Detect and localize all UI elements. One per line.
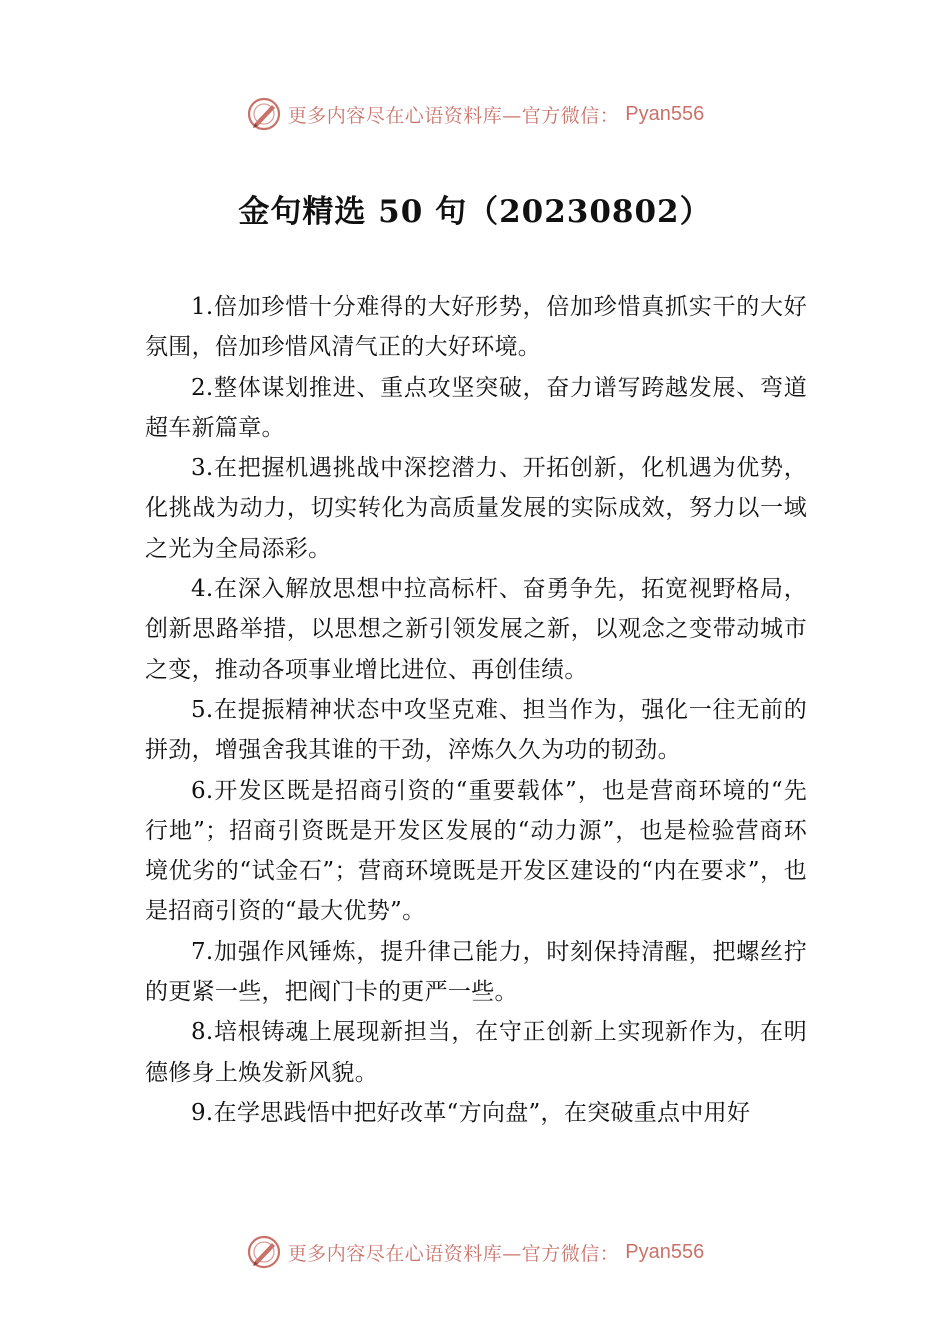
header-watermark xyxy=(0,94,950,134)
document-body xyxy=(145,287,807,1133)
footer-watermark xyxy=(0,1232,950,1272)
quote-paragraph: 9.在学思践悟中把好改革“方向盘”，在突破重点中用好 xyxy=(191,1099,751,1126)
quote-paragraph: 4.在深入解放思想中拉高标杆、奋勇争先，拓宽视野格局，创新思路举措，以思想之新引领发展之新，以观念之变带动城市之变，推动各项事业增比进位、再创佳绩。 xyxy=(145,576,807,683)
watermark-text: 更多内容尽在心语资料库—官方微信： xyxy=(287,104,620,127)
quote-paragraph: 6.开发区既是招商引资的“重要载体”，也是营商环境的“先行地”；招商引资既是开发区发展的“动力源”，也是检验营商环境优劣的“试金石”；营商环境既是开发区建设的“内在要求”，也是招商引资的“最大优势”。 xyxy=(145,777,807,925)
quote-paragraph: 2.整体谋划推进、重点攻坚突破，奋力谱写跨越发展、弯道超车新篇章。 xyxy=(145,374,807,441)
pen-logo-icon xyxy=(246,1234,282,1270)
document-title: 金句精选 50 句（20230802） xyxy=(238,194,712,230)
quote-paragraph: 3.在把握机遇挑战中深挖潜力、开拓创新，化机遇为优势，化挑战为动力，切实转化为高质量发展的实际成效，努力以一域之光为全局添彩。 xyxy=(145,455,807,562)
watermark-wechat-id: Pyan556 xyxy=(625,1240,705,1263)
pen-logo-icon xyxy=(246,96,282,132)
quote-paragraph: 5.在提振精神状态中攻坚克难、担当作为，强化一往无前的拼劲，增强舍我其谁的干劲，淬炼久久为功的韧劲。 xyxy=(145,696,807,764)
watermark-text: 更多内容尽在心语资料库—官方微信： xyxy=(287,1242,620,1265)
quote-paragraph: 7.加强作风锤炼，提升律己能力，时刻保持清醒，把螺丝拧的更紧一些，把阀门卡的更严一些。 xyxy=(145,938,807,1006)
watermark-wechat-id: Pyan556 xyxy=(625,102,705,125)
quote-paragraph: 8.培根铸魂上展现新担当，在守正创新上实现新作为，在明德修身上焕发新风貌。 xyxy=(145,1019,807,1086)
quote-paragraph: 1.倍加珍惜十分难得的大好形势，倍加珍惜真抓实干的大好氛围，倍加珍惜风清气正的大好环境。 xyxy=(145,294,807,361)
